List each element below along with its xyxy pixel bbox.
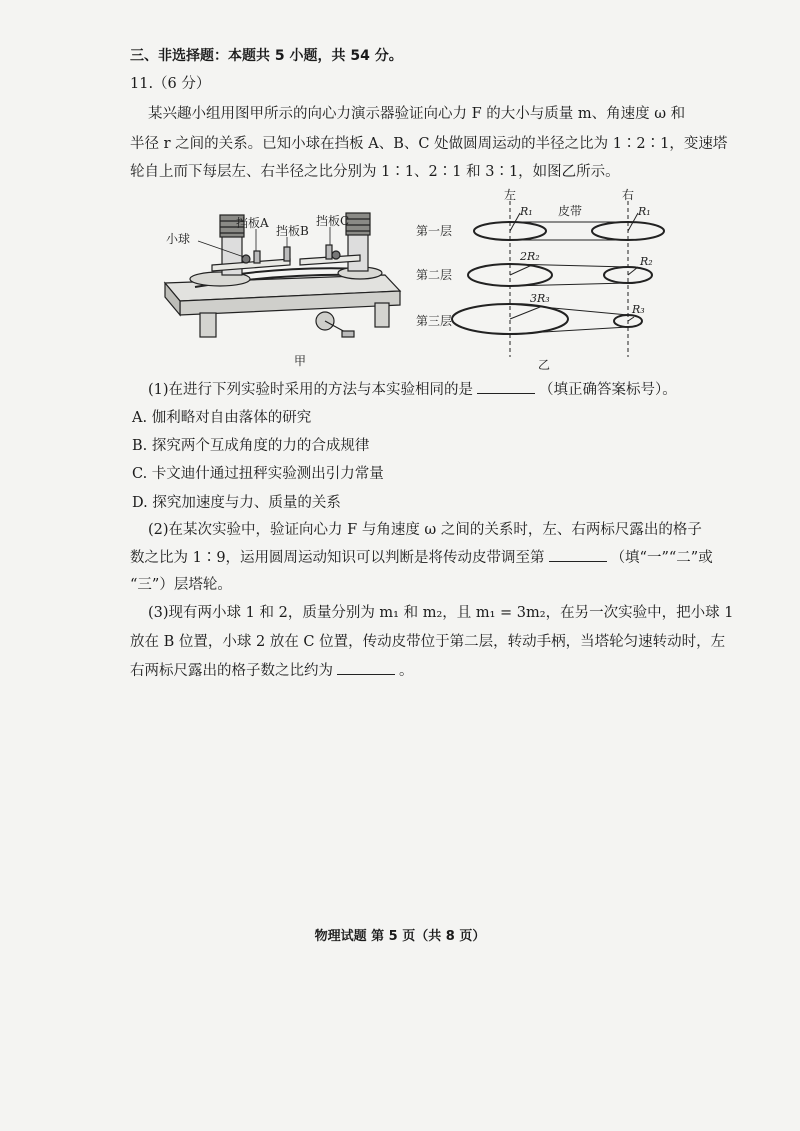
right-sleeve <box>346 213 370 235</box>
stem-line-1: 某兴趣小组用图甲所示的向心力演示器验证向心力 F 的大小与质量 m、角速度 ω 和 <box>148 106 686 122</box>
label-plate-a: 挡板A <box>236 216 269 230</box>
option-c: C. 卡文迪什通过扭秤实验测出引力常量 <box>132 466 384 482</box>
plate-b <box>284 247 290 261</box>
part3-line-2: 放在 B 位置，小球 2 放在 C 位置，传动皮带位于第二层，转动手柄，当塔轮匀速转动时，左 <box>130 634 726 650</box>
section-title: 三、非选择题：本题共 5 小题，共 54 分。 <box>130 48 403 64</box>
r3-left <box>510 307 540 319</box>
leg-right <box>375 303 389 327</box>
label-layer-1: 第一层 <box>416 224 453 238</box>
figure-jia <box>150 195 410 375</box>
part2-line-1: (2)在某次实验中，验证向心力 F 与角速度 ω 之间的关系时，左、右两标尺露出的格子 <box>148 522 702 538</box>
option-d: D. 探究加速度与力、质量的关系 <box>132 495 341 511</box>
part2-line-2-before: 数之比为 1∶9，运用圆周运动知识可以判断是将传动皮带调至第 <box>130 550 545 566</box>
crank-knob <box>342 331 354 337</box>
part3-line-1: (3)现有两小球 1 和 2，质量分别为 m₁ 和 m₂，且 m₁ = 3m₂，在另一次实验中，把小球 1 <box>148 605 734 621</box>
label-belt: 皮带 <box>558 204 583 218</box>
r3-right <box>628 317 634 321</box>
label-r1-left: R₁ <box>520 205 533 218</box>
part3-line-3-after: 。 <box>399 663 414 679</box>
part2-answer-blank[interactable] <box>549 547 607 562</box>
label-right: 右 <box>622 188 635 202</box>
part2-line-2 <box>130 547 713 568</box>
part1-prompt <box>148 379 677 400</box>
plate-c <box>326 245 332 259</box>
plate-a <box>254 251 260 263</box>
figure-yi <box>410 185 670 375</box>
label-r1-right: R₁ <box>638 205 651 218</box>
label-plate-c: 挡板C <box>316 214 350 228</box>
label-2r2: 2R₂ <box>520 250 540 263</box>
part1-prompt-before: (1)在进行下列实验时采用的方法与本实验相同的是 <box>148 382 474 398</box>
option-a: A. 伽利略对自由落体的研究 <box>132 410 312 426</box>
label-r2-right: R₂ <box>640 255 653 268</box>
part2-line-2-after: （填“一”“二”或 <box>610 550 713 566</box>
label-3r3: 3R₃ <box>530 292 550 305</box>
option-b: B. 探究两个互成角度的力的合成规律 <box>132 438 370 454</box>
part2-line-3: “三”）层塔轮。 <box>130 577 232 593</box>
r2-right <box>628 267 638 275</box>
label-ball: 小球 <box>166 232 191 246</box>
label-left: 左 <box>504 188 517 202</box>
label-layer-2: 第二层 <box>416 268 453 282</box>
ball-1 <box>242 255 250 263</box>
label-plate-b: 挡板B <box>276 224 309 238</box>
stem-line-3: 轮自上而下每层左、右半径之比分别为 1∶1、2∶1 和 3∶1，如图乙所示。 <box>130 164 620 180</box>
part3-line-3 <box>130 660 414 681</box>
part3-line-3-before: 右两标尺露出的格子数之比约为 <box>130 663 333 679</box>
part1-answer-blank[interactable] <box>477 379 535 394</box>
r2-left <box>510 265 532 275</box>
caption-yi: 乙 <box>538 358 551 372</box>
part1-prompt-after: （填正确答案标号）。 <box>539 382 677 398</box>
caption-jia: 甲 <box>294 354 307 368</box>
right-column <box>348 231 368 271</box>
ball-2 <box>332 251 340 259</box>
leg-left <box>200 313 216 337</box>
page-footer: 物理试题 第 5 页（共 8 页） <box>314 929 486 944</box>
label-r3-right: R₃ <box>632 303 645 316</box>
part3-answer-blank[interactable] <box>337 660 395 675</box>
question-number: 11.（6 分） <box>130 76 211 92</box>
label-layer-3: 第三层 <box>416 314 453 328</box>
stem-line-2: 半径 r 之间的关系。已知小球在挡板 A、B、C 处做圆周运动的半径之比为 1∶2∶1，变速塔 <box>130 136 728 152</box>
